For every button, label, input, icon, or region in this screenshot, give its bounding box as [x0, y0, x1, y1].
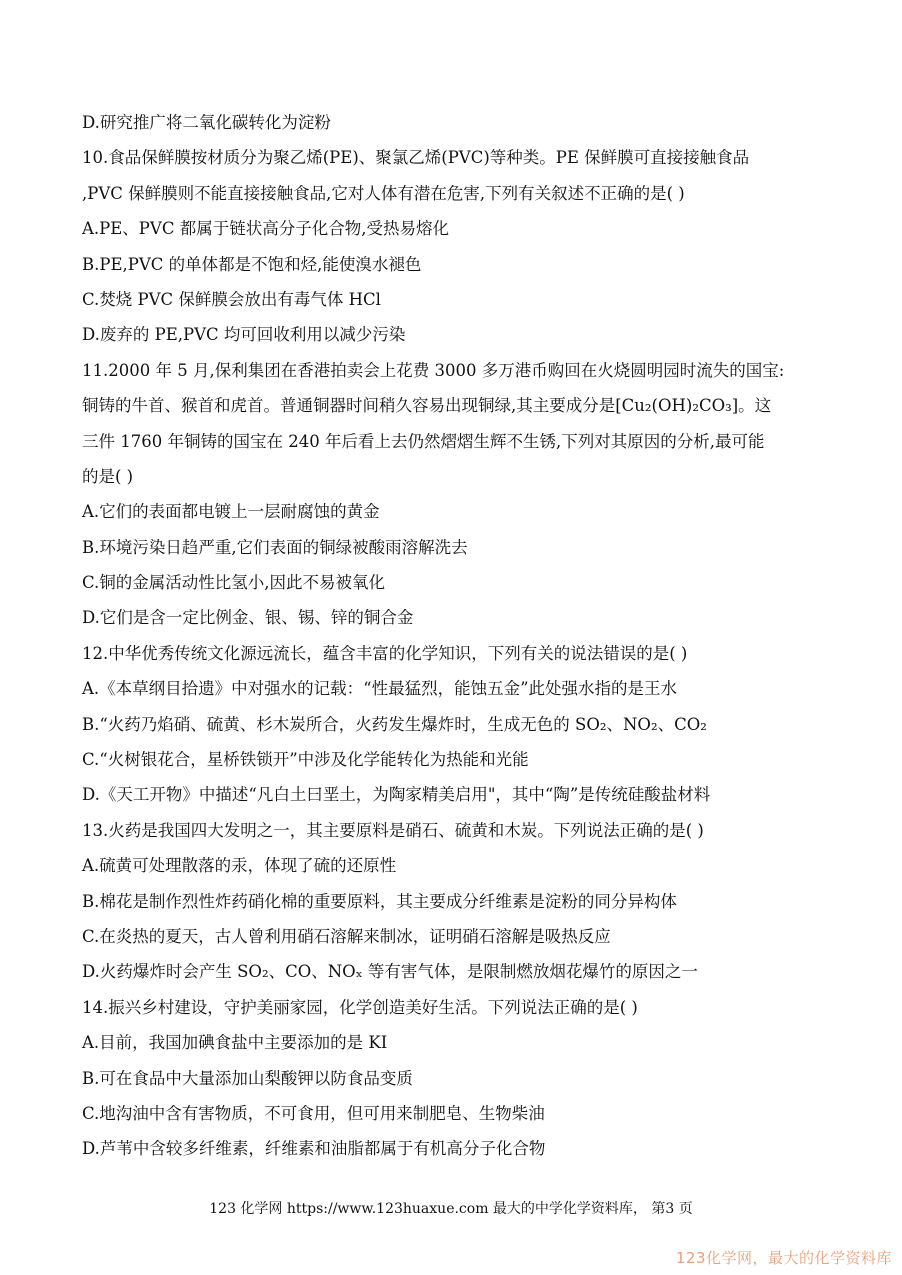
question-stem: 11.2000 年 5 月,保利集团在香港拍卖会上花费 3000 多万港币购回在火烧圆明园时流失的国宝: [82, 360, 785, 380]
answer-option: B.可在食品中大量添加山梨酸钾以防食品变质 [82, 1068, 413, 1088]
answer-option: A.《本草纲目拾遗》中对强水的记载：“性最猛烈，能蚀五金”此处强水指的是王水 [82, 679, 678, 699]
answer-option: C.焚烧 PVC 保鲜膜会放出有毒气体 HCl [82, 289, 381, 309]
watermark: 123化学网，最大的化学资料库 [675, 1249, 892, 1267]
text-line: 铜铸的牛首、猴首和虎首。普通铜器时间稍久容易出现铜绿,其主要成分是[Cu₂(OH)₂CO₃]。这 [82, 396, 772, 416]
page-footer: 123 化学网 https://www.123huaxue.com 最大的中学化学资料库， 第3 页 [209, 1201, 693, 1217]
answer-option: B.“火药乃焰硝、硫黄、杉木炭所合，火药发生爆炸时，生成无色的 SO₂、NO₂、CO₂ [82, 714, 707, 734]
answer-option: D.火药爆炸时会产生 SO₂、CO、NOₓ 等有害气体，是限制燃放烟花爆竹的原因之一 [82, 962, 698, 982]
answer-option: A.目前，我国加碘食盐中主要添加的是 KI [82, 1033, 388, 1053]
answer-option: C.“火树银花合，星桥铁锁开”中涉及化学能转化为热能和光能 [82, 750, 529, 770]
answer-option: D.废弃的 PE,PVC 均可回收利用以减少污染 [82, 325, 406, 345]
text-line: 的是( ) [82, 466, 134, 486]
answer-option: D.《天工开物》中描述“凡白土曰垩土，为陶家精美启用"，其中“陶”是传统硅酸盐材料 [82, 785, 711, 805]
answer-option: A.硫黄可处理散落的汞，体现了硫的还原性 [82, 856, 397, 876]
answer-option: D.它们是含一定比例金、银、锡、锌的铜合金 [82, 608, 414, 628]
question-stem: 10.食品保鲜膜按材质分为聚乙烯(PE)、聚氯乙烯(PVC)等种类。PE 保鲜膜可直接接触食品 [82, 148, 750, 168]
question-stem: 13.火药是我国四大发明之一，其主要原料是硝石、硫黄和木炭。下列说法正确的是( ) [82, 820, 704, 840]
document-body [82, 105, 822, 1167]
text-line: ,PVC 保鲜膜则不能直接接触食品,它对人体有潜在危害,下列有关叙述不正确的是( ) [82, 183, 685, 203]
text-line: 三件 1760 年铜铸的国宝在 240 年后看上去仍然熠熠生辉不生锈,下列对其原因的分析,最可能 [82, 431, 765, 451]
answer-option: D.芦苇中含较多纤维素，纤维素和油脂都属于有机高分子化合物 [82, 1139, 546, 1159]
answer-option: C.在炎热的夏天，古人曾利用硝石溶解来制冰，证明硝石溶解是吸热反应 [82, 926, 611, 946]
answer-option: A.PE、PVC 都属于链状高分子化合物,受热易熔化 [82, 219, 449, 239]
answer-option: C.地沟油中含有害物质，不可食用，但可用来制肥皂、生物柴油 [82, 1103, 545, 1123]
answer-option: C.铜的金属活动性比氢小,因此不易被氧化 [82, 573, 386, 593]
question-stem: 14.振兴乡村建设，守护美丽家园，化学创造美好生活。下列说法正确的是( ) [82, 997, 638, 1017]
answer-option: B.棉花是制作烈性炸药硝化棉的重要原料，其主要成分纤维素是淀粉的同分异构体 [82, 891, 677, 911]
answer-option: B.环境污染日趋严重,它们表面的铜绿被酸雨溶解洗去 [82, 537, 468, 557]
answer-option: B.PE,PVC 的单体都是不饱和烃,能使溴水褪色 [82, 254, 422, 274]
question-stem: 12.中华优秀传统文化源远流长，蕴含丰富的化学知识，下列有关的说法错误的是( ) [82, 643, 688, 663]
answer-option: A.它们的表面都电镀上一层耐腐蚀的黄金 [82, 502, 380, 522]
text-line: D.研究推广将二氧化碳转化为淀粉 [82, 113, 331, 132]
